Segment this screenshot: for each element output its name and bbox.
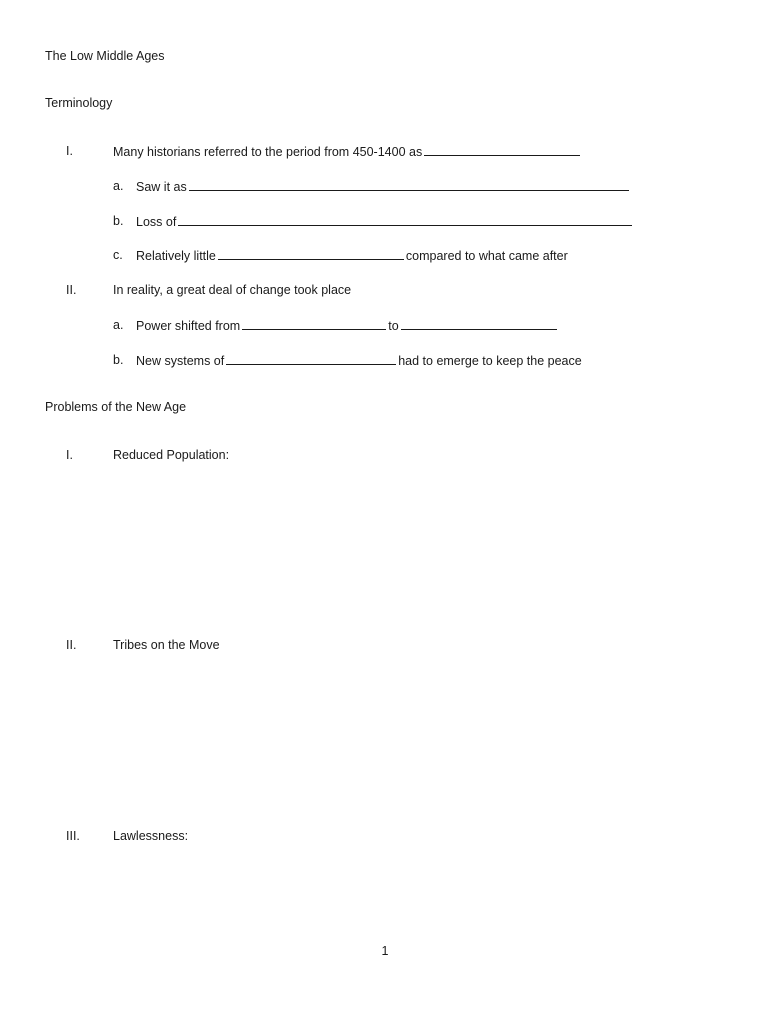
item-text: In reality, a great deal of change took place: [113, 283, 352, 297]
terminology-item-1c: [136, 247, 568, 264]
subitem-letter: b.: [113, 214, 124, 228]
subitem-text: New systems of: [136, 354, 225, 368]
subitem-text-middle: to: [388, 319, 399, 333]
document-title: The Low Middle Ages: [45, 49, 165, 63]
item-text: Lawlessness:: [113, 829, 189, 843]
terminology-item-2b: [136, 352, 582, 369]
fill-in-blank[interactable]: [178, 213, 632, 226]
subitem-text: Power shifted from: [136, 319, 241, 333]
item-numeral: I.: [66, 144, 73, 158]
terminology-heading: Terminology: [45, 96, 113, 110]
subitem-text: Saw it as: [136, 180, 187, 194]
item-numeral: II.: [66, 283, 77, 297]
item-text: Many historians referred to the period from 450-1400 as: [113, 145, 423, 159]
item-numeral: II.: [66, 638, 77, 652]
fill-in-blank[interactable]: [226, 352, 396, 365]
item-text: Tribes on the Move: [113, 638, 220, 652]
subitem-letter: a.: [113, 318, 124, 332]
terminology-item-2a: [136, 317, 559, 334]
subitem-text: Loss of: [136, 215, 177, 229]
item-numeral: III.: [66, 829, 80, 843]
terminology-item-1a: [136, 178, 631, 195]
item-text: Reduced Population:: [113, 448, 230, 462]
terminology-item-1: [113, 143, 582, 160]
fill-in-blank[interactable]: [401, 317, 557, 330]
subitem-text-after: had to emerge to keep the peace: [398, 354, 582, 368]
page-number: 1: [381, 944, 389, 958]
subitem-text-after: compared to what came after: [405, 249, 568, 263]
subitem-letter: a.: [113, 179, 124, 193]
fill-in-blank[interactable]: [242, 317, 386, 330]
terminology-item-1b: [136, 213, 634, 230]
fill-in-blank[interactable]: [189, 178, 629, 191]
fill-in-blank[interactable]: [218, 247, 404, 260]
subitem-letter: c.: [113, 248, 123, 262]
subitem-letter: b.: [113, 353, 124, 367]
problems-heading: Problems of the New Age: [45, 400, 187, 414]
item-numeral: I.: [66, 448, 73, 462]
subitem-text: Relatively little: [136, 249, 216, 263]
fill-in-blank[interactable]: [424, 143, 580, 156]
